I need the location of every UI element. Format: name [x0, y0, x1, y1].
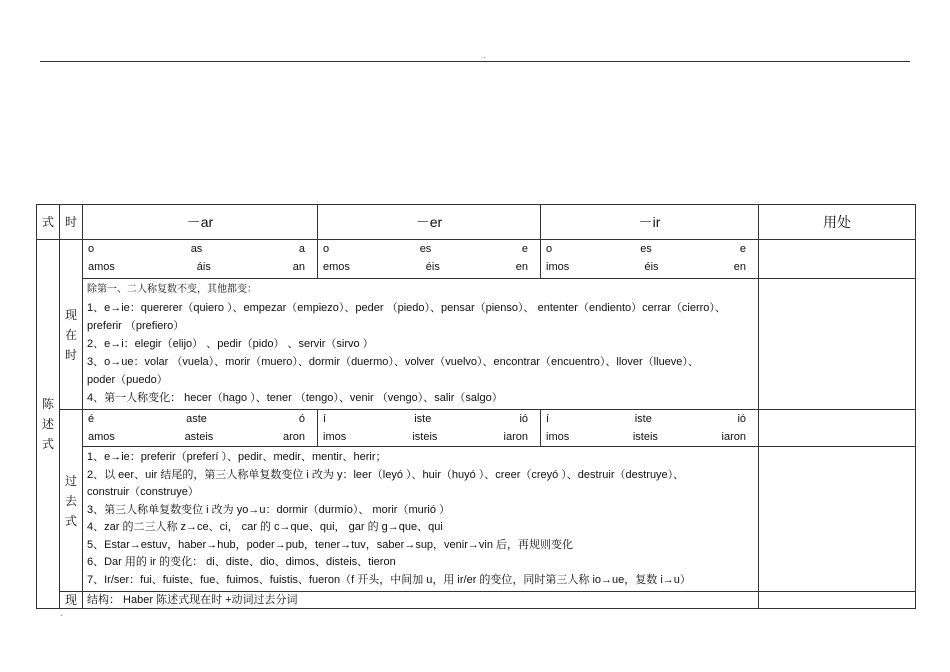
perfect-row	[37, 592, 916, 609]
header-ir: －ir	[541, 205, 759, 240]
past-note-1: 1、e→ie：preferir（preferí ）、pedir、medir、mentir、herir；	[87, 451, 387, 463]
past-note-2: 2、以 eer、uir 结尾的，第三人称单复数变位 i 改为 y：leer（leyó ）、huir（huyó ）、creer（creyó ）、destruir（destruye）、	[87, 468, 685, 481]
past-tense-label: 过 去 式	[60, 410, 83, 592]
present-endings-row	[37, 240, 916, 279]
past-notes-use-cell	[759, 447, 916, 592]
header-row	[37, 205, 916, 240]
past-notes	[83, 447, 759, 592]
header-use: 用处	[759, 205, 916, 240]
present-tense-label: 现 在 时	[60, 240, 83, 410]
present-er-endings: o es e emos éis en	[318, 240, 541, 279]
bottom-mark: .	[60, 608, 63, 618]
perfect-use-cell	[759, 592, 916, 609]
past-ir-endings: í iste ió imos isteis iaron	[541, 410, 759, 447]
present-notes-use-cell	[759, 279, 916, 410]
conjugation-table	[36, 204, 916, 609]
past-note-7: 7、Ir/ser：fui、fuiste、fue、fuimos、fuistis、fueron（f 开头，中间加 u，用 ir/er 的变位，同时第三人称 io→ue，复数 i→u）	[87, 573, 691, 586]
present-note-2: 2、e→i：elegir（elijo） 、pedir（pido） 、servir（sirvo ）	[87, 338, 374, 350]
past-note-6: 6、Dar 用的 ir 的变化： di、diste、dio、dimos、disteis、tieron	[87, 556, 396, 568]
present-ar-endings: o as a amos áis an	[83, 240, 318, 279]
present-note-3: 3、o→ue：volar （vuela）、morir（muero）、dormir（duermo）、volver（vuelvo）、encontrar（encuentro）、llover（llueve）、	[87, 356, 699, 368]
past-use-cell	[759, 410, 916, 447]
past-note-4: 4、zar 的二三人称 z→ce、ci， car 的 c→que、qui， gar 的 g→que、qui	[87, 521, 443, 533]
perfect-note: 结构： Haber 陈述式现在时 +动词过去分词	[83, 592, 759, 609]
present-notes-row	[37, 279, 916, 410]
header-ar: －ar	[83, 205, 318, 240]
header-er: －er	[318, 205, 541, 240]
present-note-3b: poder（puedo）	[87, 374, 168, 386]
past-endings-row	[37, 410, 916, 447]
past-er-endings: í iste ió imos isteis iaron	[318, 410, 541, 447]
present-note-4: 4、第一人称变化： hecer（hago ）、tener （tengo）、venir （vengo）、salir（salgo）	[87, 392, 503, 404]
top-mark: .	[483, 50, 486, 60]
past-note-3: 3、第三人称单复数变位 i 改为 yo→u：dormir（durmío）、 morir（murió ）	[87, 503, 451, 516]
present-use-cell	[759, 240, 916, 279]
past-notes-row	[37, 447, 916, 592]
header-rule	[40, 61, 910, 62]
present-note-1b: preferir （prefiero）	[87, 320, 185, 332]
past-note-2b: construir（construye）	[87, 486, 199, 498]
past-ar-endings: é aste ó amos asteis aron	[83, 410, 318, 447]
perfect-tense-label: 现	[60, 592, 83, 609]
past-note-5: 5、Estar→estuv，haber→hub，poder→pub，tener→tuv，saber→sup，venir→vin 后，再规则变化	[87, 538, 574, 551]
present-note-intro: 除第一、二人称复数不变，其他都变：	[87, 284, 257, 295]
mood-label: 陈 述 式	[37, 240, 60, 609]
present-ir-endings: o es e imos éis en	[541, 240, 759, 279]
present-notes	[83, 279, 759, 410]
header-tense: 时	[60, 205, 83, 240]
header-mood: 式	[37, 205, 60, 240]
present-note-1: 1、e→ie：quererer（quiero ）、empezar（empiezo）、peder （piedo）、pensar（pienso）、 ententer（endiento）cerrar（cierro）、	[87, 302, 726, 314]
